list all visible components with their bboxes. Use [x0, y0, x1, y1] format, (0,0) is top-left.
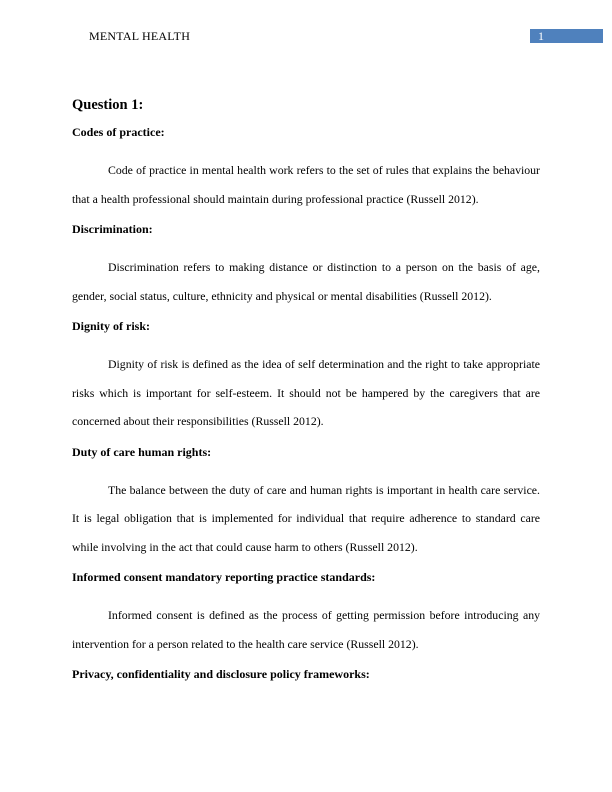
section-heading: Duty of care human rights: — [72, 444, 212, 459]
section-paragraph: Informed consent is defined as the process of getting permission before introducing any intervention for a person related to the health care service (Russell 2012). — [72, 608, 540, 651]
page-number: 1 — [530, 29, 603, 43]
section-privacy — [72, 667, 540, 692]
section-informed-consent — [72, 570, 540, 658]
section-heading: Codes of practice: — [72, 125, 165, 139]
section-heading: Discrimination: — [72, 222, 153, 236]
section-codes-of-practice — [72, 125, 540, 213]
section-paragraph: Code of practice in mental health work refers to the set of rules that explains the behaviour that a health professional should maintain during professional practice (Russell 2012). — [72, 163, 540, 206]
section-heading: Informed consent mandatory reporting practice standards: — [72, 570, 376, 584]
section-discrimination — [72, 222, 540, 310]
running-head: MENTAL HEALTH — [89, 29, 191, 43]
section-paragraph: Dignity of risk is defined as the idea of self determination and the right to take appropriate risks which is important for self-esteem. It should not be hampered by the caregivers that are concerned about their responsibilities (Russell 2012). — [72, 357, 540, 428]
section-paragraph: Discrimination refers to making distance or distinction to a person on the basis of age, gender, social status, culture, ethnicity and physical or mental disabilities (Russell 2012). — [72, 260, 540, 303]
section-duty-of-care — [72, 445, 540, 562]
question-heading: Question 1: — [72, 97, 144, 113]
section-paragraph: The balance between the duty of care and human rights is important in health care service. It is legal obligation that is implemented for individual that require adherence to standard care while involving in the act that could cause harm to others (Russell 2012). — [72, 482, 540, 554]
section-heading: Dignity of risk: — [72, 319, 150, 333]
section-dignity-of-risk — [72, 319, 540, 436]
section-heading: Privacy, confidentiality and disclosure policy frameworks: — [72, 667, 370, 681]
document-body — [72, 94, 540, 692]
